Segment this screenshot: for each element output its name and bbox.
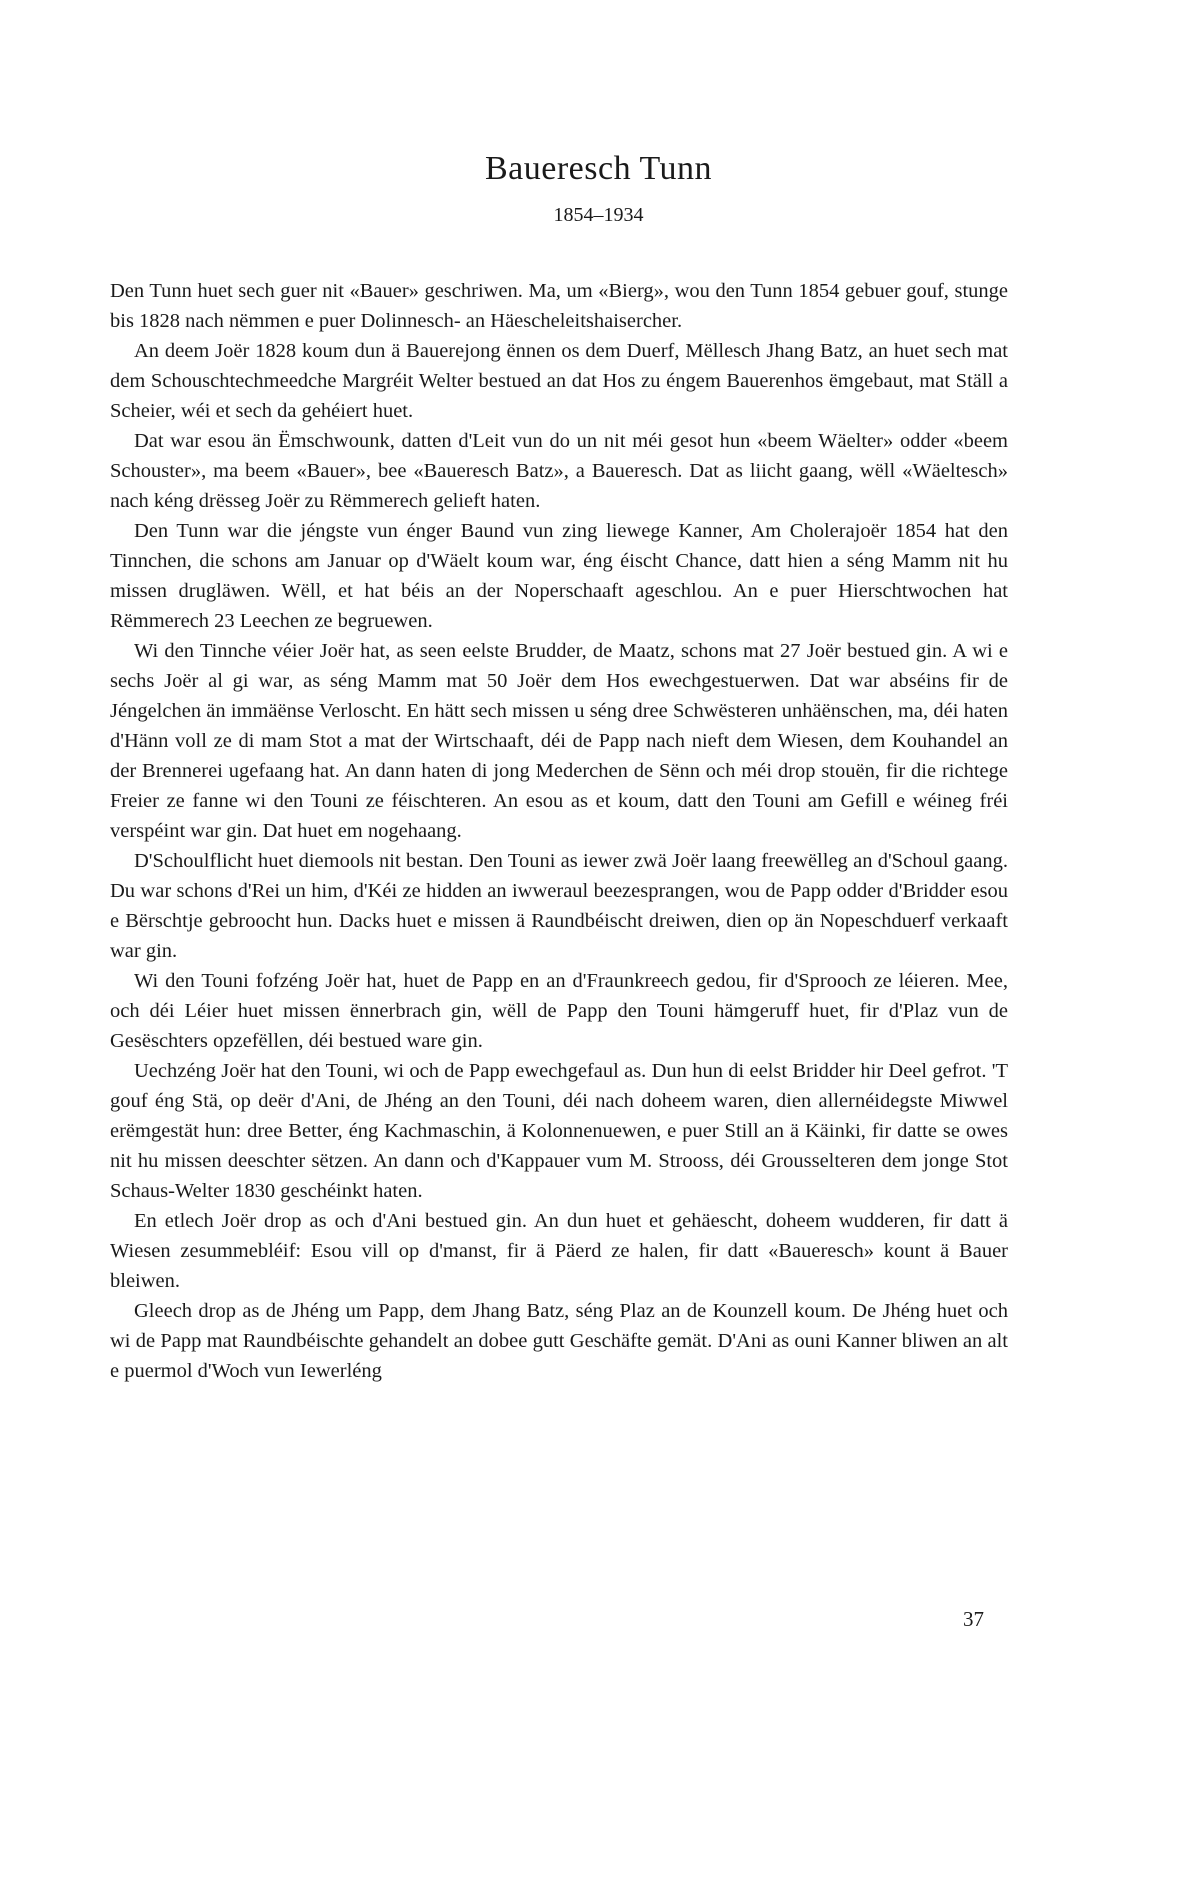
paragraph: D'Schoulflicht huet diemools nit bestan. Den Touni as iewer zwä Joër laang freewëlleg an d'Schoul gaang. Du war schons d'Rei un him, d'Kéi ze hidden an iwweraul beezesprangen, wou de Papp odder d'Bridder esou e Bërschtje gebroocht hun. Dacks huet e missen ä Raundbéischt dreiwen, dien op än Nopeschduerf verkaaft war gin. [110,850,1008,962]
page-title: Baueresch Tunn [484,150,713,187]
page-number: 37 [963,1607,984,1631]
paragraph: An deem Joër 1828 koum dun ä Bauerejong ënnen os dem Duerf, Mëllesch Jhang Batz, an huet sech mat dem Schouschtechmeedche Margréit Welter bestued an dat Hos zu éngem Bauerenhos ëmgebaut, mat Ställ a Scheier, wéi et sech da gehéiert huet. [110,340,1008,422]
paragraph: En etlech Joër drop as och d'Ani bestued gin. An dun huet et gehäescht, doheem wudderen, fir datt ä Wiesen zesummebléif: Esou vill op d'manst, fir ä Päerd ze halen, fir datt «Baueresch» kount ä Bauer bleiwen. [110,1210,1008,1292]
paragraph: Uechzéng Joër hat den Touni, wi och de Papp ewechgefaul as. Dun hun di eelst Bridder hir Deel gefrot. 'T gouf éng Stä, op deër d'Ani, de Jhéng an den Touni, déi nach doheem waren, dien allernéidegste Miwwel erëmgestät hun: dree Better, éng Kachmaschin, ä Kolonnenuewen, e puer Still an ä Käinki, fir datte se owes nit hu missen deeschter sëtzen. An dann och d'Kappauer vum M. Strooss, déi Grousselteren dem jonge Stot Schaus-Welter 1830 geschéinkt haten. [110,1060,1008,1202]
paragraph: Wi den Touni fofzéng Joër hat, huet de Papp en an d'Fraunkreech gedou, fir d'Sprooch ze léieren. Mee, och déi Léier huet missen ënnerbrach gin, wëll de Papp den Touni hämgeruff huet, fir d'Plaz vun de Gesëschters opzefëllen, déi bestued ware gin. [110,970,1008,1052]
paragraph: Gleech drop as de Jhéng um Papp, dem Jhang Batz, séng Plaz an de Kounzell koum. De Jhéng huet och wi de Papp mat Raundbéischte gehandelt an dobee gutt Geschäfte gemät. D'Ani as ouni Kanner bliwen an alt e puermol d'Woch vun Iewerléng [110,1300,1008,1382]
paragraph: Dat war esou än Ëmschwounk, datten d'Leit vun do un nit méi gesot hun «beem Wäelter» odder «beem Schouster», ma beem «Bauer», bee «Baueresch Batz», a Baueresch. Dat as liicht gaang, wëll «Wäeltesch» nach kéng drësseg Joër zu Rëmmerech gelieft haten. [110,430,1008,512]
paragraph: Wi den Tinnche véier Joër hat, as seen eelste Brudder, de Maatz, schons mat 27 Joër bestued gin. A wi e sechs Joër al gi war, as séng Mamm mat 50 Joër dem Hos ewechgestuerwen. Dat war abséins fir de Jéngelchen än immäënse Verloscht. En hätt sech missen u séng dree Schwësteren unhäënschen, ma, déi haten d'Hänn voll ze di mam Stot a mat der Wirtschaaft, déi de Papp nach nieft dem Wiesen, dem Kouhandel an der Brennerei ugefaang hat. An dann haten di jong Mederchen de Sënn och méi drop stouën, fir die richtege Freier ze fanne wi den Touni ze féischteren. An esou as et koum, datt den Touni am Gefill e wéineg fréi verspéint war gin. Dat huet em nogehaang. [110,640,1008,842]
paragraph: Den Tunn war die jéngste vun énger Baund vun zing liewege Kanner, Am Cholerajoër 1854 hat den Tinnchen, die schons am Januar op d'Wäelt koum war, éng éischt Chance, datt hien a séng Mamm nit hu missen drugläwen. Wëll, et hat béis an der Noperschaaft ageschlou. An e puer Hierschtwochen hat Rëmmerech 23 Leechen ze begruewen. [110,520,1008,632]
page-subtitle: 1854–1934 [553,204,644,226]
body-text [110,276,1008,1386]
paragraph: Den Tunn huet sech guer nit «Bauer» geschriwen. Ma, um «Bierg», wou den Tunn 1854 gebuer gouf, stunge bis 1828 nach nëmmen e puer Dolinnesch- an Häescheleitshaisercher. [110,280,1008,332]
